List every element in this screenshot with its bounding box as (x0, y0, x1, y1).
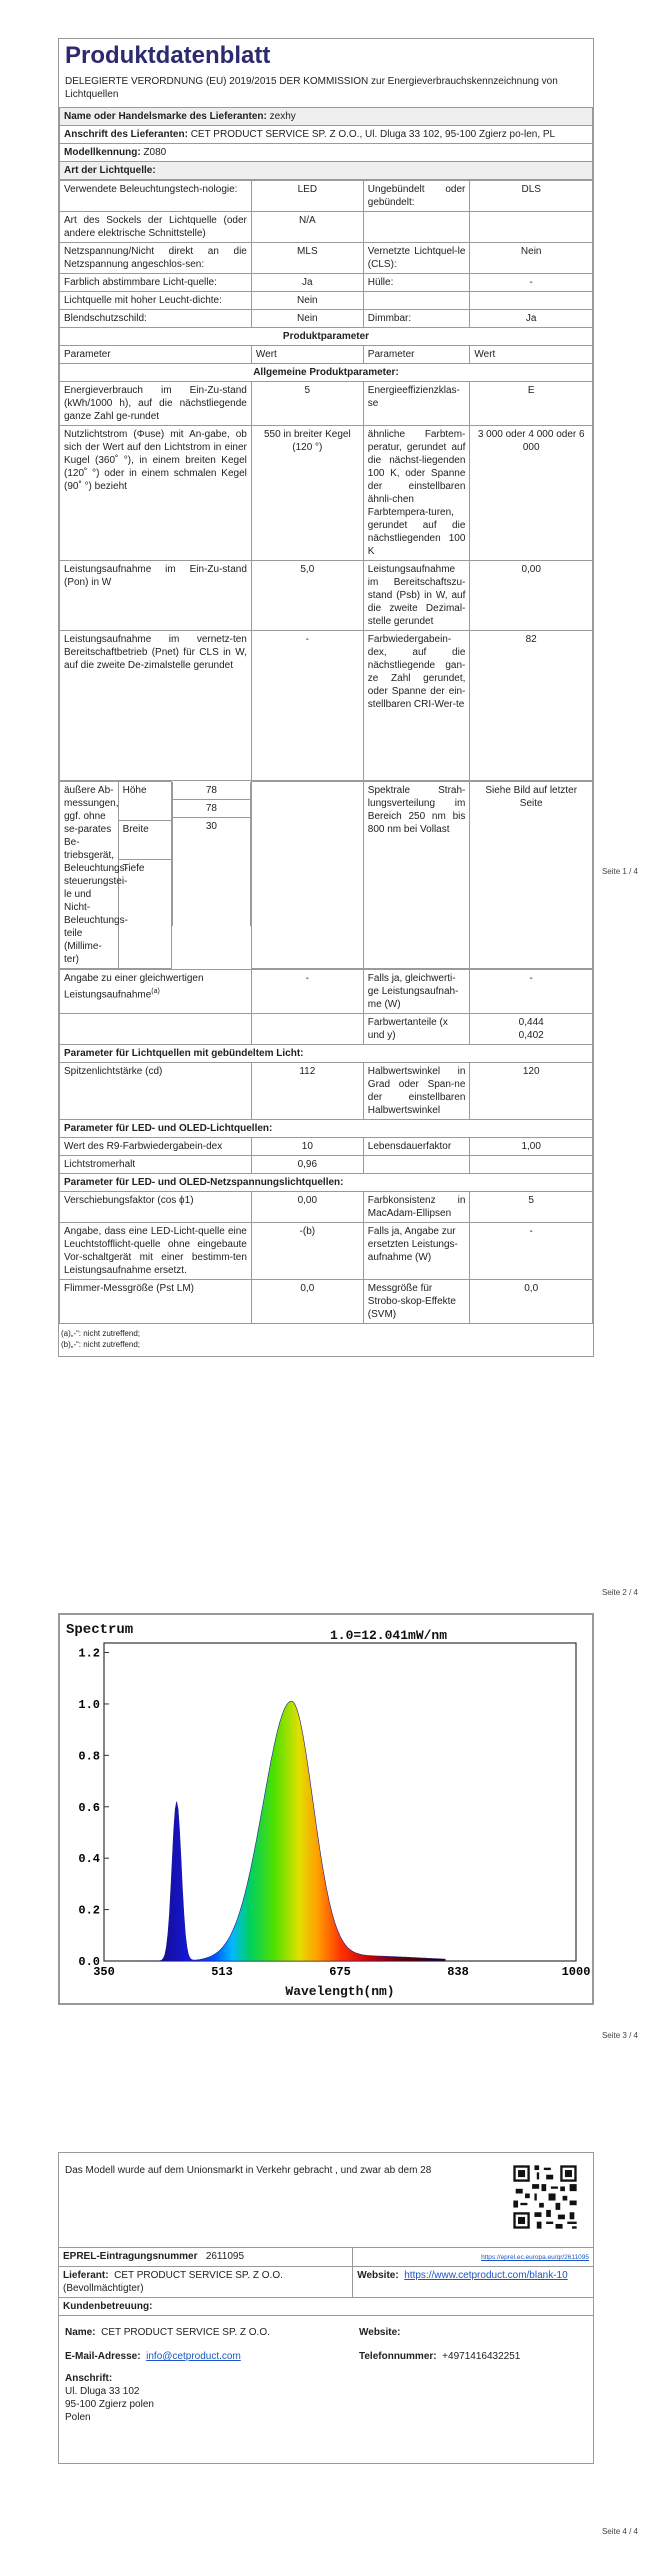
table-row: Leistungsaufnahme im Ein-Zu-stand (Pon) in W 5,0 Leistungsaufnahme im Bereitschaftszu-stand (Psb) in W, auf die zweite Dezimal-stelle gerundet 0,00 (60, 561, 593, 631)
datasheet (58, 38, 594, 1357)
supplier-address-label: Anschrift des Lieferanten: (64, 129, 188, 140)
x-tick-label: 1000 (561, 1965, 591, 1979)
eprel-label: EPREL-Eintragungsnummer (63, 2251, 198, 2262)
spectrum-chart (58, 1613, 594, 2005)
table-row: Netzspannung/Nicht direkt an die Netzspannung angeschlos-sen: MLS Vernetzte Lichtquel-le (CLS): Nein (60, 243, 593, 274)
y-tick-label: 1.2 (78, 1646, 100, 1661)
dimensions-table: äußere Ab-messungen, ggf. ohne se-parates Be-triebsgerät, Beleuchtungs-steuerungstei-le und Nicht-Beleuchtungs-teile (Millime-ter) Höhe 78 78 30 Spektrale Strah-lungsverteilung im Bereich 250 nm bis 800 nm bei Vollast Siehe Bild auf letzter Seite Breite Tiefe (59, 781, 593, 969)
supplier-address-value: CET PRODUCT SERVICE SP. Z O.O., Ul. Dluga 33 102, 95-100 Zgierz po-len, PL (190, 129, 556, 140)
table-row: Blendschutzschild: Nein Dimmbar: Ja (60, 310, 593, 328)
eprel-table: EPREL-Eintragungsnummer 2611095 https://eprel.ec.europa.eu/qr/2611095 Lieferant: CET PRODUCT SERVICE SP. Z O.O. (Bevollmächtigter) Website: https://www.cetproduct.com/blank-10 Kundenbetreuung: (59, 2247, 593, 2316)
regulation-subtitle: DELEGIERTE VERORDNUNG (EU) 2019/2015 DER KOMMISSION zur Energieverbrauchskennzeichnung von Lichtquellen (65, 76, 558, 100)
table-row: Flimmer-Messgröße (Pst LM) 0,0 Messgröße für Strobo-skop-Effekte (SVM) 0,0 (60, 1280, 593, 1324)
model-value: Z080 (143, 147, 167, 158)
website-link[interactable]: https://www.cetproduct.com/blank-10 (404, 2270, 568, 2281)
supplier-table (59, 107, 593, 180)
table-row: Nutzlichtstrom (Φuse) mit An-gabe, ob sich der Wert auf den Lichtstrom in einer Kugel (360˚ °), in einem breiten Kegel (120˚ °) oder in einem schmalen Kegel (90˚ °) bezieht 550 in breiter Kegel (120 °) ähnliche Farbtem-peratur, gerundet auf die nächst-liegenden 100 K, oder Spanne der einstellbaren ähnli-chen Farbtempera-turen, gerundet auf die nächstliegenden 100 K 3 000 oder 4 000 oder 6 000 (60, 426, 593, 561)
table-row: Lichtstromerhalt 0,96 (60, 1156, 593, 1174)
params-table-2 (59, 969, 593, 1324)
x-tick-label: 838 (447, 1965, 469, 1979)
y-tick-label: 0.0 (78, 1955, 100, 1969)
table-row: Angabe, dass eine LED-Licht-quelle eine Leuchtstofflicht-quelle ohne eingebaute Vor-schaltgerät mit einer bestimm-ten Leistungsaufnahme ersetzt. -(b) Falls ja, Angabe zur ersetzten Leistungs-aufnahme (W) - (60, 1223, 593, 1280)
supplier-value: CET PRODUCT SERVICE SP. Z O.O. (Bevollmächtigter) (63, 2270, 283, 2294)
spectrum-scale: 1.0=12.041mW/nm (330, 1628, 448, 1643)
table-row: Verschiebungsfaktor (cos ϕ1) 0,00 Farbkonsistenz in MacAdam-Ellipsen 5 (60, 1192, 593, 1223)
y-tick-label: 0.8 (78, 1749, 100, 1764)
table-row: Leistungsaufnahme im vernetz-ten Bereitschaftbetrieb (Pnet) für CLS in W, auf die zweite De-zimalstelle gerundet - Farbwiedergabein-dex, auf die nächstliegende gan-ze Zahl gerundet, oder Spanne der ein-stellbaren CRI-Wer-te 82 (60, 631, 593, 781)
page-number: Seite 4 / 4 (601, 2527, 638, 2536)
spectral-value: Siehe Bild auf letzter Seite (470, 782, 593, 969)
y-tick-label: 0.2 (78, 1903, 100, 1918)
spectrum-svg (60, 1615, 592, 2003)
general-params-header: Allgemeine Produktparameter: (60, 364, 593, 382)
qr-code[interactable] (511, 2163, 579, 2231)
page-number: Seite 2 / 4 (601, 1588, 638, 1597)
product-params-header: Produktparameter (60, 328, 593, 346)
table-row: Farbwertanteile (x und y) 0,444 0,402 (60, 1014, 593, 1045)
footnote-b: (b)„-“: nicht zutreffend; (61, 1340, 140, 1349)
x-tick-label: 675 (329, 1965, 351, 1979)
y-tick-label: 0.6 (78, 1800, 100, 1815)
label-info-sheet: Das Modell wurde auf dem Unionsmarkt in Verkehr gebracht , und zwar ab dem 28 EPREL-Eintragungsnummer 2611095 https://eprel.ec.europa.eu/qr/2611095 Lieferant: CET PRODUCT SERVICE SP. Z O.O. (Bevollmächtigter) Website: https://www.cetproduct.com/blank-10 Kundenbetreuung: Name: CET PRODUCT SERVICE SP. Z O.O. Website: E-Mail-Adresse: info@cetproduct.com Telefonnummer: +4971416432251 Anschrift: Ul. Dluga 33 102 95-100 Zgierz polen Polen (58, 2152, 594, 2464)
supplier-name-value: zexhy (269, 111, 296, 122)
email-link[interactable]: info@cetproduct.com (146, 2351, 241, 2362)
table-row: Angabe zu einer gleichwertigen Leistungsaufnahme$^{(a)}$ - Falls ja, gleichwerti-ge Leistungsaufnah-me (W) - (60, 970, 593, 1014)
page-title: Produktdatenblatt (65, 42, 271, 69)
eprel-value: 2611095 (205, 2251, 245, 2262)
table-row: Art des Sockels der Lichtquelle (oder andere elektrische Schnittstelle) N/A (60, 212, 593, 243)
x-axis-label: Wavelength(nm) (285, 1984, 395, 1999)
table-row: Verwendete Beleuchtungstech-nologie: LED Ungebündelt oder gebündelt: DLS (60, 181, 593, 212)
eprel-link[interactable]: https://eprel.ec.europa.eu/qr/2611095 (481, 2254, 589, 2261)
y-tick-label: 0.4 (78, 1852, 100, 1867)
light-type-header: Art der Lichtquelle: (60, 162, 593, 180)
table-row: Lichtquelle mit hoher Leucht-dichte: Nein (60, 292, 593, 310)
x-tick-label: 513 (211, 1965, 233, 1979)
table-row: Wert des R9-Farbwiedergabein-dex 10 Lebensdauerfaktor 1,00 (60, 1138, 593, 1156)
column-header-row: Parameter Wert Parameter Wert (60, 346, 593, 364)
table-row: äußere Ab-messungen, ggf. ohne se-parates Be-triebsgerät, Beleuchtungs-steuerungstei-le und Nicht-Beleuchtungs-teile (Millime-ter) Höhe 78 78 30 Spektrale Strah-lungsverteilung im Bereich 250 nm bis 800 nm bei Vollast Siehe Bild auf letzter Seite (60, 782, 593, 821)
spectrum-title: Spectrum (66, 1622, 134, 1638)
led-header: Parameter für LED- und OLED-Lichtquellen: (60, 1120, 593, 1138)
table-row: Energieverbrauch im Ein-Zu-stand (kWh/1000 h), auf die nächstliegende ganze Zahl ge-rundet 5 Energieeffizienzklas-se E (60, 382, 593, 426)
supplier-name-label: Name oder Handelsmarke des Lieferanten: (64, 111, 267, 122)
spectral-label: Spektrale Strah-lungsverteilung im Bereich 250 nm bis 800 nm bei Vollast (363, 782, 470, 969)
model-label: Modellkennung: (64, 147, 141, 158)
table-row: Spitzenlichtstärke (cd) 112 Halbwertswinkel in Grad oder Span-ne der einstellbaren Halbwertswinkel 120 (60, 1063, 593, 1120)
light-type-table (59, 180, 593, 781)
mains-header: Parameter für LED- und OLED-Netzspannungslichtquellen: (60, 1174, 593, 1192)
dimensions-label: äußere Ab-messungen, ggf. ohne se-parates Be-triebsgerät, Beleuchtungs-steuerungstei-le und Nicht-Beleuchtungs-teile (Millime-ter) (60, 782, 119, 969)
customer-service-header: Kundenbetreuung: (59, 2298, 593, 2316)
footnote-a: (a)„-“: nicht zutreffend; (61, 1329, 140, 1338)
table-row: Farblich abstimmbare Licht-quelle: Ja Hülle: - (60, 274, 593, 292)
page-number: Seite 3 / 4 (601, 2031, 638, 2040)
x-tick-label: 350 (93, 1965, 115, 1979)
directional-header: Parameter für Lichtquellen mit gebündeltem Licht: (60, 1045, 593, 1063)
y-tick-label: 1.0 (78, 1697, 100, 1712)
page-number: Seite 1 / 4 (601, 867, 638, 876)
market-text: Das Modell wurde auf dem Unionsmarkt in Verkehr gebracht , und zwar ab dem 28 (65, 2165, 432, 2176)
